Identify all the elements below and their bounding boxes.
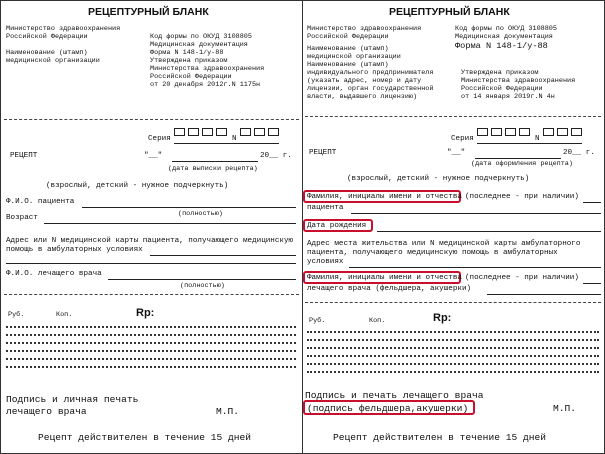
patient-word: пациента [307,204,344,212]
series-box [216,128,227,136]
med-doc: Медицинская документация [455,33,553,41]
rp-label: Rp: [136,307,155,319]
approved-line-3: Российской Федерации [150,73,232,81]
cut-line [305,116,601,117]
org-name-line-1: Наименование (штамп) [307,45,389,53]
number-box [543,128,554,136]
rp-line [307,363,599,365]
med-doc: Медицинская документация [150,41,248,49]
series-box [188,128,199,136]
kop-label: Коп. [56,311,73,319]
doctor-name-line [583,283,601,284]
age-label: Возраст [6,214,38,222]
rp-line [307,347,599,349]
org-name-line-2: медицинской организации [307,53,401,61]
address-line-1: Адрес места жительства или N медицинской карты амбулаторного [307,240,581,248]
number-box [268,128,279,136]
ministry-line-1: Министерство здравоохранения [307,25,422,33]
recipe-label: РЕЦЕПТ [10,152,38,160]
date-year: 20__ г. [260,152,292,160]
signature-line-1: Подпись и личная печать [6,394,139,405]
validity-note: Рецепт действителен в течение 15 дней [333,432,547,443]
rp-line [6,342,296,344]
form-title: РЕЦЕПТУРНЫЙ БЛАНК [389,6,510,18]
age-group-note: (взрослый, детский - нужное подчеркнуть) [46,182,229,190]
recipe-label: РЕЦЕПТ [309,149,337,157]
doctor-name-note: (последнее - при наличии) [465,274,579,282]
number-box [557,128,568,136]
form-title: РЕЦЕПТУРНЫЙ БЛАНК [88,6,209,18]
rp-line [307,371,599,373]
series-label: Серия [451,135,474,143]
date-day: "__" [447,149,466,157]
series-underline [174,143,279,144]
rp-line [307,339,599,341]
date-day: "__" [144,152,163,160]
signature-line-2: (подпись фельдшера,акушерки) [307,403,469,414]
rp-line [6,366,296,368]
full-caption: (полностью) [180,282,225,290]
series-box [491,128,502,136]
approved-line-4: от 14 января 2019г.N 4н [461,93,555,101]
doctor-name-line [487,294,601,295]
entrepreneur-line-4: лицензии, орган государственной [307,85,434,93]
number-prefix: N [232,135,237,143]
patient-name-label: Ф.И.О. пациента [6,198,75,206]
address-fill-line [6,263,296,264]
series-box [202,128,213,136]
number-box [240,128,251,136]
okud-code: Код формы по ОКУД 3108805 [150,33,252,41]
approved-line-2: Министерства здравоохранения [461,77,576,85]
age-line [44,223,296,224]
address-line-3: условиях [307,258,344,266]
approved-line-2: Министерства здравоохранения [150,65,265,73]
rub-label: Руб. [8,311,25,319]
number-box [571,128,582,136]
left-prescription-form [0,0,302,454]
age-group-note: (взрослый, детский - нужное подчеркнуть) [347,175,530,183]
rp-line [6,350,296,352]
series-box [519,128,530,136]
patient-name-label: Фамилия, инициалы имени и отчества [307,193,462,201]
section-dash [4,294,299,295]
date-caption: (дата оформления рецепта) [471,160,573,168]
rp-line [307,355,599,357]
date-month-line [172,161,258,162]
entrepreneur-line-5: власти, выдавшего лицензию) [307,93,418,101]
cut-line [4,119,299,120]
address-line-2: помощь в амбулаторных условиях [6,246,143,254]
doctor-name-label: Фамилия, инициалы имени и отчества [307,274,462,282]
doctor-name-label: Ф.И.О. лечащего врача [6,270,102,278]
date-month-line [475,158,561,159]
number-box [254,128,265,136]
number-prefix: N [535,135,540,143]
patient-name-note: (последнее - при наличии) [465,193,579,201]
approved-line-3: Российской Федерации [461,85,543,93]
patient-name-line [583,202,601,203]
date-year: 20__ г. [563,149,595,157]
address-line-1: Адрес или N медицинской карты пациента, получающего медицинскую [6,237,294,245]
rp-line [6,358,296,360]
dob-line [377,231,601,232]
date-caption: (дата выписки рецепта) [168,165,258,173]
dob-label: Дата рождения [307,222,367,230]
patient-name-line [351,213,601,214]
form-number: Форма N 148-1/у-88 [150,49,224,57]
ministry-line-2: Российской Федерации [307,33,389,41]
section-dash [305,302,601,303]
stamp-label: М.П. [216,406,240,417]
signature-line-2: лечащего врача [6,406,87,417]
form-number: Форма N 148-1/у-88 [455,41,548,51]
okud-code: Код формы по ОКУД 3108805 [455,25,557,33]
doctor-word: лечащего врача (фельдшера, акушерки) [307,285,472,293]
validity-note: Рецепт действителен в течение 15 дней [38,432,252,443]
ministry-line-1: Министерство здравоохранения [6,25,121,33]
series-label: Серия [148,135,171,143]
approved-line-4: от 20 декабря 2012г.N 1175н [150,81,261,89]
series-box [505,128,516,136]
stamp-label: М.П. [553,403,577,414]
approved-line-1: Утверждена приказом [461,69,539,77]
right-prescription-form [303,0,605,454]
entrepreneur-line-3: (указать адрес, номер и дату [307,77,422,85]
org-name-line-1: Наименование (штамп) [6,49,88,57]
signature-line-1: Подпись и печать лечащего врача [305,390,484,401]
rp-label: Rp: [433,312,452,324]
kop-label: Коп. [369,317,386,325]
rp-line [6,326,296,328]
series-box [477,128,488,136]
rub-label: Руб. [309,317,326,325]
entrepreneur-line-2: индивидуального предпринимателя [307,69,434,77]
entrepreneur-line-1: Наименование (штамп) [307,61,389,69]
series-underline [477,143,582,144]
address-fill-line [150,255,296,256]
approved-line-1: Утверждена приказом [150,57,228,65]
doctor-name-line [108,279,296,280]
full-caption: (полностью) [178,210,223,218]
address-fill-line [349,267,601,268]
patient-name-line [82,207,296,208]
ministry-line-2: Российской Федерации [6,33,88,41]
org-name-line-2: медицинской организации [6,57,100,65]
rp-line [6,334,296,336]
series-box [174,128,185,136]
rp-line [307,331,599,333]
address-line-2: пациента, получающего медицинскую помощь в амбулаторных [307,249,558,257]
